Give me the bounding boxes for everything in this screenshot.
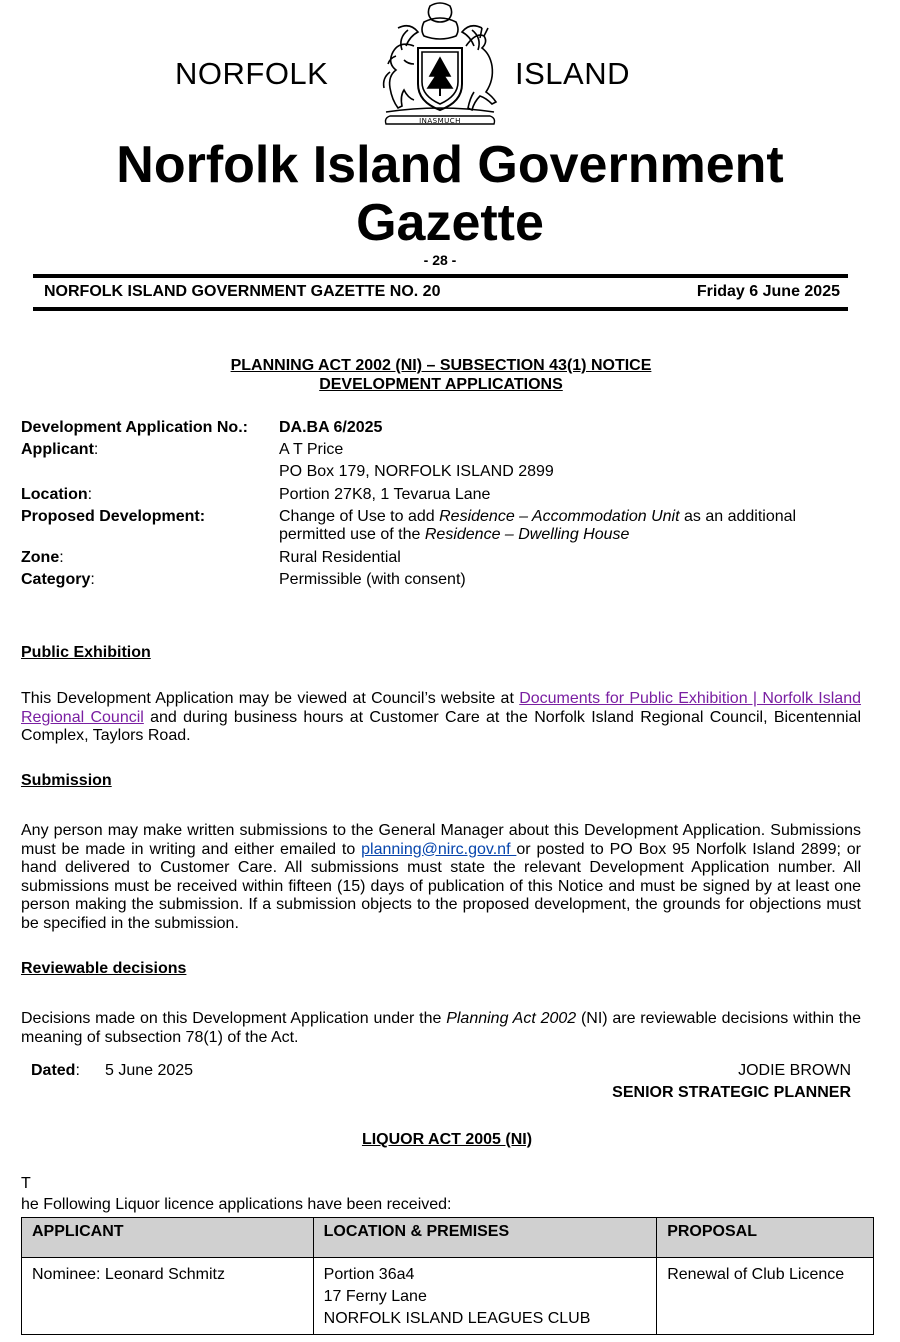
proposed-development-value: Change of Use to add Residence – Accommodation Unit as an additional permitted use of the Residence – Dwelling House bbox=[279, 508, 797, 543]
planning-email-link[interactable]: planning@nirc.gov.nf bbox=[361, 840, 517, 858]
public-exhibition-link[interactable]: Documents for Public Exhibition | Norfolk Island Regional Council bbox=[21, 690, 862, 726]
liquor-applications-table bbox=[21, 1217, 874, 1335]
column-header-applicant: APPLICANT bbox=[22, 1218, 314, 1258]
masthead-island: ISLAND bbox=[515, 56, 630, 91]
planning-heading-line2: DEVELOPMENT APPLICATIONS bbox=[319, 376, 563, 393]
signatory-name: JODIE BROWN bbox=[738, 1062, 851, 1079]
proposed-development-label: Proposed Development: bbox=[21, 508, 206, 525]
reviewable-decisions-heading: Reviewable decisions bbox=[21, 960, 187, 977]
reviewable-decisions-text: Decisions made on this Development Application under the Planning Act 2002 (NI) are reviewable decisions within the meaning of subsection 78(1) of the Act. bbox=[21, 1010, 862, 1046]
dated-value: 5 June 2025 bbox=[105, 1062, 194, 1079]
zone-value: Rural Residential bbox=[279, 549, 401, 566]
location-value: Portion 27K8, 1 Tevarua Lane bbox=[279, 486, 491, 503]
location-line: NORFOLK ISLAND LEAGUES CLUB bbox=[323, 1310, 591, 1327]
signatory-title: SENIOR STRATEGIC PLANNER bbox=[612, 1084, 851, 1101]
dated-label: Dated: bbox=[31, 1062, 80, 1079]
cell-location bbox=[313, 1258, 657, 1335]
gazette-title-line2: Gazette bbox=[356, 194, 544, 252]
category-label: Category: bbox=[21, 571, 95, 588]
location-label: Location: bbox=[21, 486, 93, 503]
cell-proposal: Renewal of Club Licence bbox=[657, 1258, 874, 1335]
submission-heading: Submission bbox=[21, 772, 112, 789]
column-header-location: LOCATION & PREMISES bbox=[313, 1218, 657, 1258]
gazette-title-line1: Norfolk Island Government bbox=[116, 136, 784, 194]
planning-heading-line1: PLANNING ACT 2002 (NI) – SUBSECTION 43(1) NOTICE bbox=[230, 357, 652, 374]
issue-number: NORFOLK ISLAND GOVERNMENT GAZETTE NO. 20 bbox=[44, 283, 441, 300]
location-line: Portion 36a4 bbox=[323, 1266, 415, 1283]
category-value: Permissible (with consent) bbox=[279, 571, 466, 588]
cell-applicant: Nominee: Leonard Schmitz bbox=[22, 1258, 314, 1335]
top-rule bbox=[33, 274, 848, 278]
applicant-address: PO Box 179, NORFOLK ISLAND 2899 bbox=[279, 463, 554, 480]
public-exhibition-heading: Public Exhibition bbox=[21, 644, 151, 661]
bottom-rule bbox=[33, 307, 848, 311]
liquor-intro-text: he Following Liquor licence applications have been received: bbox=[21, 1196, 452, 1213]
svg-text:INASMUCH: INASMUCH bbox=[419, 117, 461, 125]
liquor-intro-dropcap: T bbox=[21, 1175, 31, 1192]
masthead-norfolk: NORFOLK bbox=[175, 56, 329, 91]
issue-date: Friday 6 June 2025 bbox=[696, 283, 840, 300]
coat-of-arms-crest bbox=[368, 0, 512, 134]
zone-label: Zone: bbox=[21, 549, 64, 566]
page-number: - 28 - bbox=[423, 252, 457, 268]
applicant-name: A T Price bbox=[279, 441, 344, 458]
applicant-label: Applicant: bbox=[21, 441, 99, 458]
column-header-proposal: PROPOSAL bbox=[657, 1218, 874, 1258]
table-header-row bbox=[22, 1218, 874, 1258]
submission-text: Any person may make written submissions to the General Manager about this Development Application. Submissions must be made in writing and either emailed to planning@nirc.gov.nf or posted to PO Box 95 Norfolk Island 2899; or hand delivered to Customer Care. All submissions must state the relevant Development Application number. All submissions must be received within fifteen (15) days of publication of this Notice and must be signed by at least one person making the submission. If a submission objects to the proposed development, the grounds for objections must be specified in the submission. bbox=[21, 822, 862, 932]
table-row bbox=[22, 1258, 874, 1335]
location-line: 17 Ferny Lane bbox=[323, 1288, 427, 1305]
issue-bar bbox=[44, 283, 840, 301]
liquor-act-heading: LIQUOR ACT 2005 (NI) bbox=[361, 1131, 533, 1148]
da-number-label: Development Application No.: bbox=[21, 419, 248, 436]
da-number-value: DA.BA 6/2025 bbox=[279, 419, 383, 436]
public-exhibition-text: This Development Application may be viewed at Council’s website at Documents for Public Exhibition | Norfolk Island Regional Council and during business hours at Customer Care at the Norfolk Island Regional Council, Bicentennial Complex, Taylors Road. bbox=[21, 690, 862, 745]
